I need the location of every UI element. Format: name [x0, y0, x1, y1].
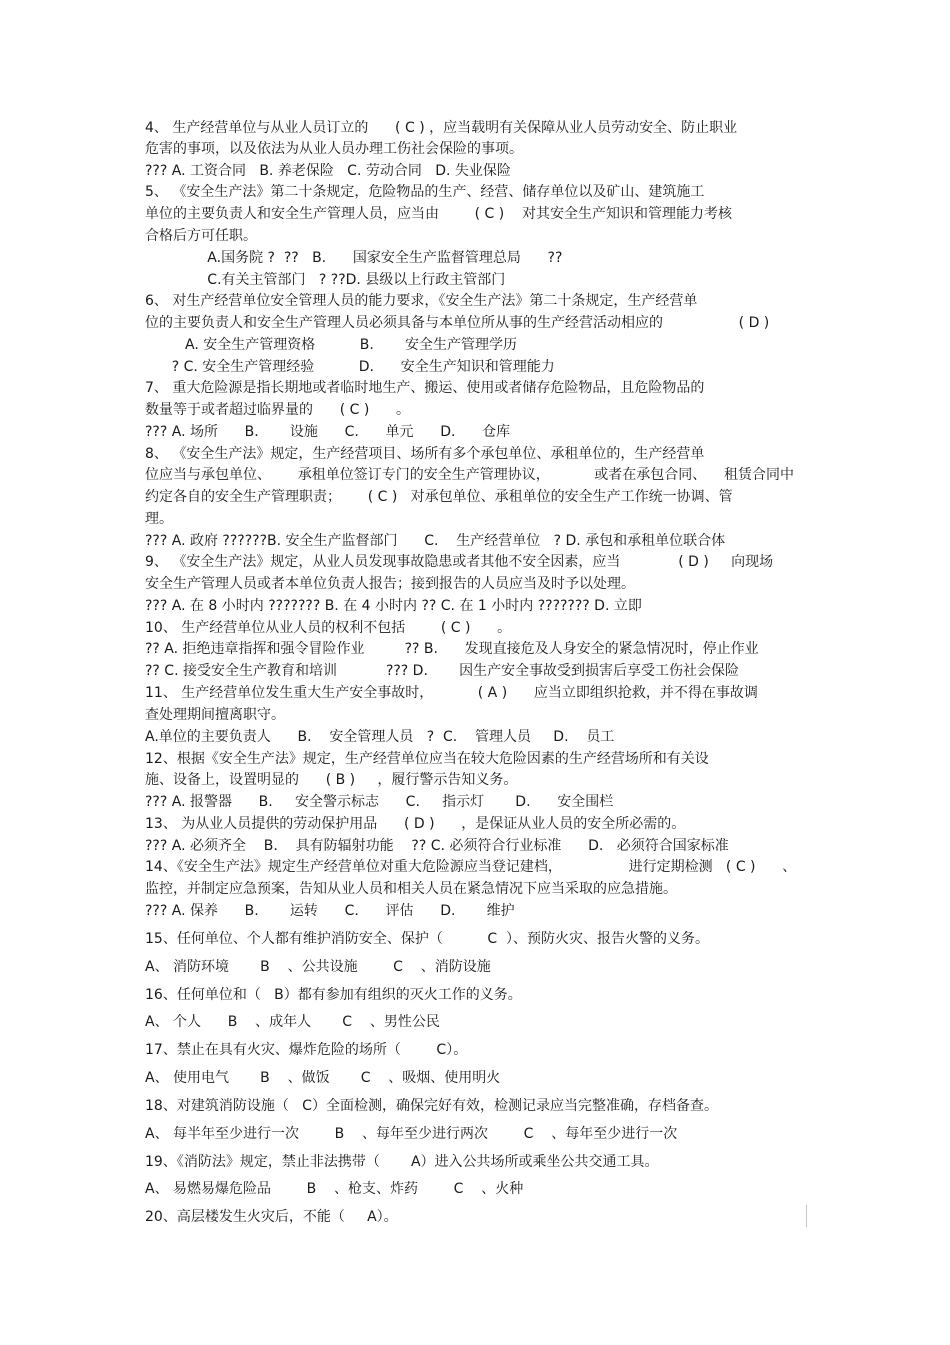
text-line: 10、 生产经营单位从业人员的权利不包括 ( C ) 。 — [145, 620, 512, 636]
text-line: 查处理期间擅离职守。 — [145, 707, 285, 723]
text-line: ?? A. 拒绝违章指挥和强令冒险作业 ?? B. 发现直接危及人身安全的紧急情况时，停止作业 — [145, 641, 759, 657]
text-line: ??? A. 必须齐全 B. 具有防辐射功能 ?? C. 必须符合行业标准 D. 必须符合国家标准 — [145, 838, 729, 854]
text-line: 13、 为从业人员提供的劳动保护用品 ( D ) ，是保证从业人员的安全所必需的。 — [145, 816, 686, 832]
text-line: 单位的主要负责人和安全生产管理人员，应当由 ( C ) 对其安全生产知识和管理能力考核 — [145, 206, 732, 222]
text-line: 位应当与承包单位、 承租单位签订专门的安全生产管理协议， 或者在承包合同、 租赁合同中 — [145, 467, 795, 483]
text-line: 合格后方可任职。 — [145, 228, 257, 244]
text-line: ??? A. 政府 ??????B. 安全生产监督部门 C. 生产经营单位 ? D. 承包和承租单位联合体 — [145, 533, 726, 549]
text-line: A、 个人 B 、成年人 C 、男性公民 — [145, 1014, 440, 1030]
text-line: 9、 《安全生产法》规定，从业人员发现事故隐患或者其他不安全因素，应当 ( D ) 向现场 — [145, 554, 774, 570]
text-line: ??? A. 保养 B. 运转 C. 评估 D. 维护 — [145, 903, 515, 919]
text-line: 16、任何单位和（ B）都有参加有组织的灭火工作的义务。 — [145, 987, 522, 1003]
text-line: A.国务院 ? ?? B. 国家安全生产监督管理总局 ?? — [145, 250, 563, 266]
text-line: 18、对建筑消防设施（ C）全面检测，确保完好有效，检测记录应当完整准确，存档备查。 — [145, 1098, 718, 1114]
text-line: C.有关主管部门 ? ??D. 县级以上行政主管部门 — [145, 272, 506, 288]
text-line: 15、任何单位、个人都有维护消防安全、保护（ C ）、预防火灾、报告火警的义务。 — [145, 931, 709, 947]
text-line: 位的主要负责人和安全生产管理人员必须具备与本单位所从事的生产经营活动相应的 ( D ) — [145, 315, 770, 331]
text-line: 4、 生产经营单位与从业人员订立的 ( C ) ，应当载明有关保障从业人员劳动安全、防止职业 — [145, 120, 738, 136]
text-line: 14、《安全生产法》规定生产经营单位对重大危险源应当登记建档， 进行定期检测 ( C ) 、 — [145, 859, 797, 875]
text-line: A、 使用电气 B 、做饭 C 、吸烟、使用明火 — [145, 1070, 501, 1086]
text-line: 危害的事项，以及依法为从业人员办理工伤社会保险的事项。 — [145, 141, 523, 157]
text-line: 理。 — [145, 511, 173, 527]
text-line: 8、 《安全生产法》规定，生产经营项目、场所有多个承包单位、承租单位的，生产经营单 — [145, 446, 705, 462]
text-line: ??? A. 在 8 小时内 ??????? B. 在 4 小时内 ?? C. 在 1 小时内 ??????? D. 立即 — [145, 598, 642, 614]
text-line: ?? C. 接受安全生产教育和培训 ??? D. 因生产安全事故受到损害后享受工伤社会保险 — [145, 663, 740, 679]
text-line: 20、高层楼发生火灾后，不能（ A）。 — [145, 1209, 398, 1225]
text-line: 安全生产管理人员或者本单位负责人报告；接到报告的人员应当及时予以处理。 — [145, 576, 635, 592]
text-line: A、 消防环境 B 、公共设施 C 、消防设施 — [145, 959, 491, 975]
margin-rule — [806, 1205, 807, 1227]
text-line: 数量等于或者超过临界量的 ( C ) 。 — [145, 402, 411, 418]
text-line: 11、 生产经营单位发生重大生产安全事故时， ( A ) 应当立即组织抢救，并不得在事故调 — [145, 685, 758, 701]
text-line: 17、禁止在具有火灾、爆炸危险的场所（ C）。 — [145, 1042, 468, 1058]
text-line: 施、设备上，设置明显的 ( B ) ，履行警示告知义务。 — [145, 772, 518, 788]
text-line: 约定各自的安全生产管理职责； ( C ) 对承包单位、承租单位的安全生产工作统一协调、管 — [145, 489, 733, 505]
text-line: 19、《消防法》规定，禁止非法携带（ A）进入公共场所或乘坐公共交通工具。 — [145, 1154, 659, 1170]
text-line: A、 每半年至少进行一次 B 、每年至少进行两次 C 、每年至少进行一次 — [145, 1126, 678, 1142]
text-line: 监控，并制定应急预案，告知从业人员和相关人员在紧急情况下应当采取的应急措施。 — [145, 881, 677, 897]
text-line: ??? A. 场所 B. 设施 C. 单元 D. 仓库 — [145, 424, 511, 440]
text-line: ? C. 安全生产管理经验 D. 安全生产知识和管理能力 — [145, 359, 555, 375]
text-line: ??? A. 报警器 B. 安全警示标志 C. 指示灯 D. 安全围栏 — [145, 794, 614, 810]
text-line: ??? A. 工资合同 B. 养老保险 C. 劳动合同 D. 失业保险 — [145, 163, 511, 179]
text-line: 6、 对生产经营单位安全管理人员的能力要求，《安全生产法》第二十条规定，生产经营单 — [145, 293, 698, 309]
text-line: A、 易燃易爆危险品 B 、枪支、炸药 C 、火种 — [145, 1181, 524, 1197]
text-line: A.单位的主要负责人 B. 安全管理人员 ? C. 管理人员 D. 员工 — [145, 729, 615, 745]
text-line: A. 安全生产管理资格 B. 安全生产管理学历 — [145, 337, 517, 353]
text-line: 12、根据《安全生产法》规定，生产经营单位应当在较大危险因素的生产经营场所和有关设 — [145, 751, 709, 767]
text-line: 7、 重大危险源是指长期地或者临时地生产、搬运、使用或者储存危险物品，且危险物品的 — [145, 380, 705, 396]
text-line: 5、 《安全生产法》第二十条规定，危险物品的生产、经营、储存单位以及矿山、建筑施工 — [145, 184, 705, 200]
